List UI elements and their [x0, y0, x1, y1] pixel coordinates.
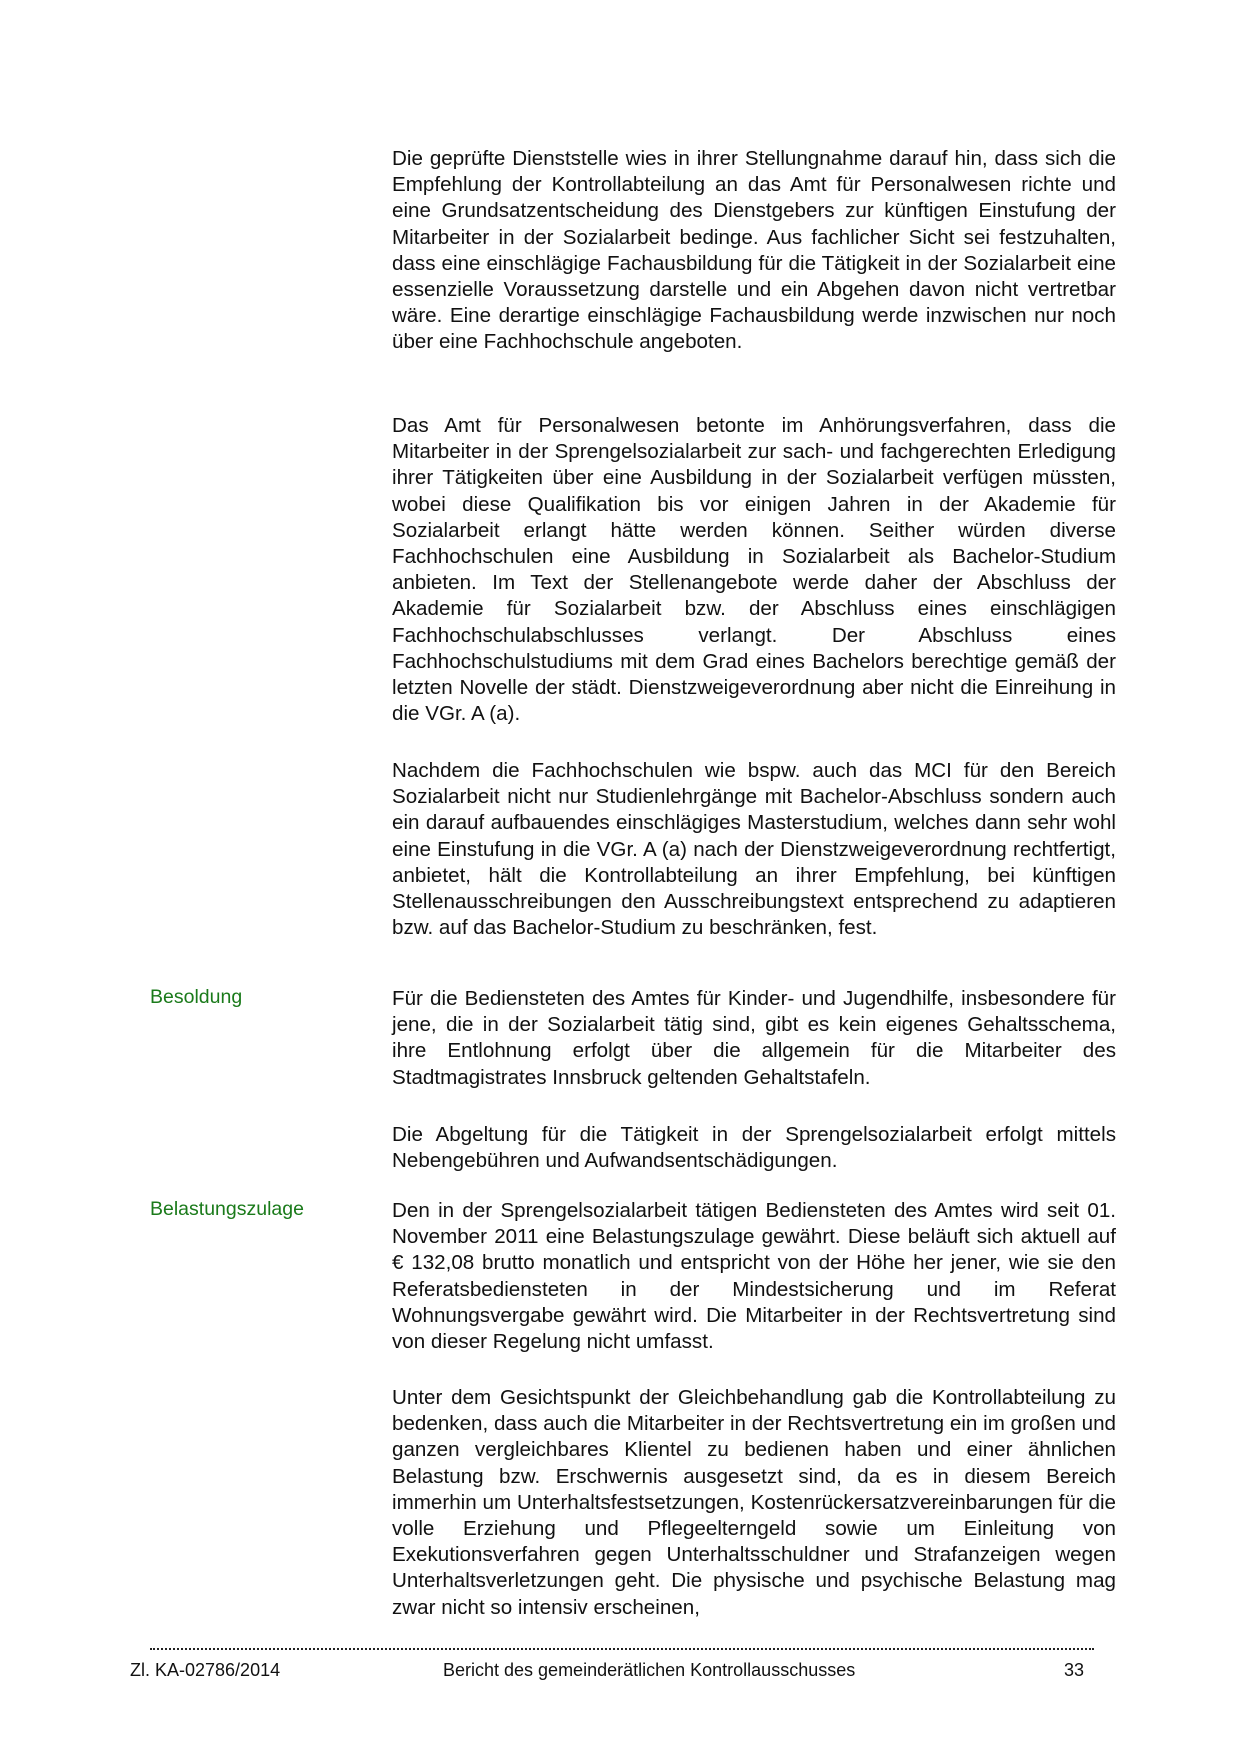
side-label-belastungszulage: Belastungszulage [150, 1198, 304, 1220]
body-paragraph: Das Amt für Personalwesen betonte im Anhörungsverfahren, dass die Mitarbeiter in der Sprengelsozialarbeit zur sach- und fachgerechten Erledigung ihrer Tätigkeiten über eine Ausbildung in der Sozialarbeit verfügen müssten, wobei diese Qualifikation bis vor einigen Jahren in der Akademie für Sozialarbeit erlangt hätte werden können. Seither würden diverse Fachhochschulen eine Ausbildung in Sozialarbeit als Bachelor-Studium anbieten. Im Text der Stellenangebote werde daher der Abschluss der Akademie für Sozialarbeit bzw. der Abschluss eines einschlägigen Fachhochschulabschlusses verlangt. Der Abschluss eines Fachhochschulstudiums mit dem Grad eines Bachelors berechtige gemäß der letzten Novelle der städt. Dienstzweigeverordnung aber nicht die Einreihung in die VGr. A (a). [392, 414, 1116, 726]
footer-reference: Zl. KA-02786/2014 [130, 1660, 281, 1680]
footer-title: Bericht des gemeinderätlichen Kontrollausschusses [443, 1660, 856, 1680]
body-paragraph: Die geprüfte Dienststelle wies in ihrer Stellungnahme darauf hin, dass sich die Empfehlung der Kontrollabteilung an das Amt für Personalwesen richte und eine Grundsatzentscheidung des Dienstgebers zur künftigen Einstufung der Mitarbeiter in der Sozialarbeit bedinge. Aus fachlicher Sicht sei festzuhalten, dass eine einschlägige Fachausbildung für die Tätigkeit in der Sozialarbeit eine essenzielle Voraussetzung darstelle und ein Abgehen davon nicht vertretbar wäre. Eine derartige einschlägige Fachausbildung werde inzwischen nur noch über eine Fachhochschule angeboten. [392, 147, 1116, 354]
body-paragraph: Die Abgeltung für die Tätigkeit in der Sprengelsozialarbeit erfolgt mittels Nebengebühren und Aufwandsentschädigungen. [392, 1123, 1116, 1173]
body-paragraph: Unter dem Gesichtspunkt der Gleichbehandlung gab die Kontrollabteilung zu bedenken, dass auch die Mitarbeiter in der Rechtsvertretung ein im großen und ganzen vergleichbares Klientel zu bedienen haben und einer ähnlichen Belastung bzw. Erschwernis ausgesetzt sind, da es in diesem Bereich immerhin um Unterhaltsfestsetzungen, Kostenrückersatzvereinbarungen für die volle Erziehung und Pflegeelterngeld sowie um Einleitung von Exekutionsverfahren gegen Unterhaltsschuldner und Strafanzeigen wegen Unterhaltsverletzungen geht. Die physische und psychische Belastung mag zwar nicht so intensiv erscheinen, [392, 1386, 1116, 1619]
body-paragraph: Für die Bediensteten des Amtes für Kinder- und Jugendhilfe, insbesondere für jene, die in der Sozialarbeit tätig sind, gibt es kein eigenes Gehaltsschema, ihre Entlohnung erfolgt über die allgemein für die Mitarbeiter des Stadtmagistrates Innsbruck geltenden Gehaltstafeln. [392, 987, 1116, 1089]
page-number: 33 [1064, 1660, 1085, 1680]
paragraph-empfehlung [392, 758, 1116, 941]
footer-divider [150, 1648, 1094, 1650]
body-paragraph: Den in der Sprengelsozialarbeit tätigen Bediensteten des Amtes wird seit 01. November 2011 eine Belastungszulage gewährt. Diese beläuft sich aktuell auf € 132,08 brutto monatlich und entspricht von der Höhe her jener, wie sie den Referatsbediensteten in der Mindestsicherung und im Referat Wohnungsvergabe gewährt wird. Die Mitarbeiter in der Rechtsvertretung sind von dieser Regelung nicht umfasst. [392, 1199, 1116, 1354]
side-label-besoldung: Besoldung [150, 986, 243, 1008]
paragraph-abgeltung [392, 1122, 1116, 1174]
paragraph-anhoerung [392, 413, 1116, 727]
paragraph-besoldung [392, 986, 1116, 1091]
paragraph-gleichbehandlung [392, 1385, 1116, 1621]
paragraph-belastungszulage [392, 1198, 1116, 1355]
paragraph-stellungnahme [392, 146, 1116, 356]
body-paragraph: Nachdem die Fachhochschulen wie bspw. auch das MCI für den Bereich Sozialarbeit nicht nur Studienlehrgänge mit Bachelor-Abschluss sondern auch ein darauf aufbauendes einschlägiges Masterstudium, welches dann sehr wohl eine Einstufung in die VGr. A (a) nach der Dienstzweigeverordnung rechtfertigt, anbietet, hält die Kontrollabteilung an ihrer Empfehlung, bei künftigen Stellenausschreibungen den Ausschreibungstext entsprechend zu adaptieren bzw. auf das Bachelor-Studium zu beschränken, fest. [392, 759, 1116, 940]
